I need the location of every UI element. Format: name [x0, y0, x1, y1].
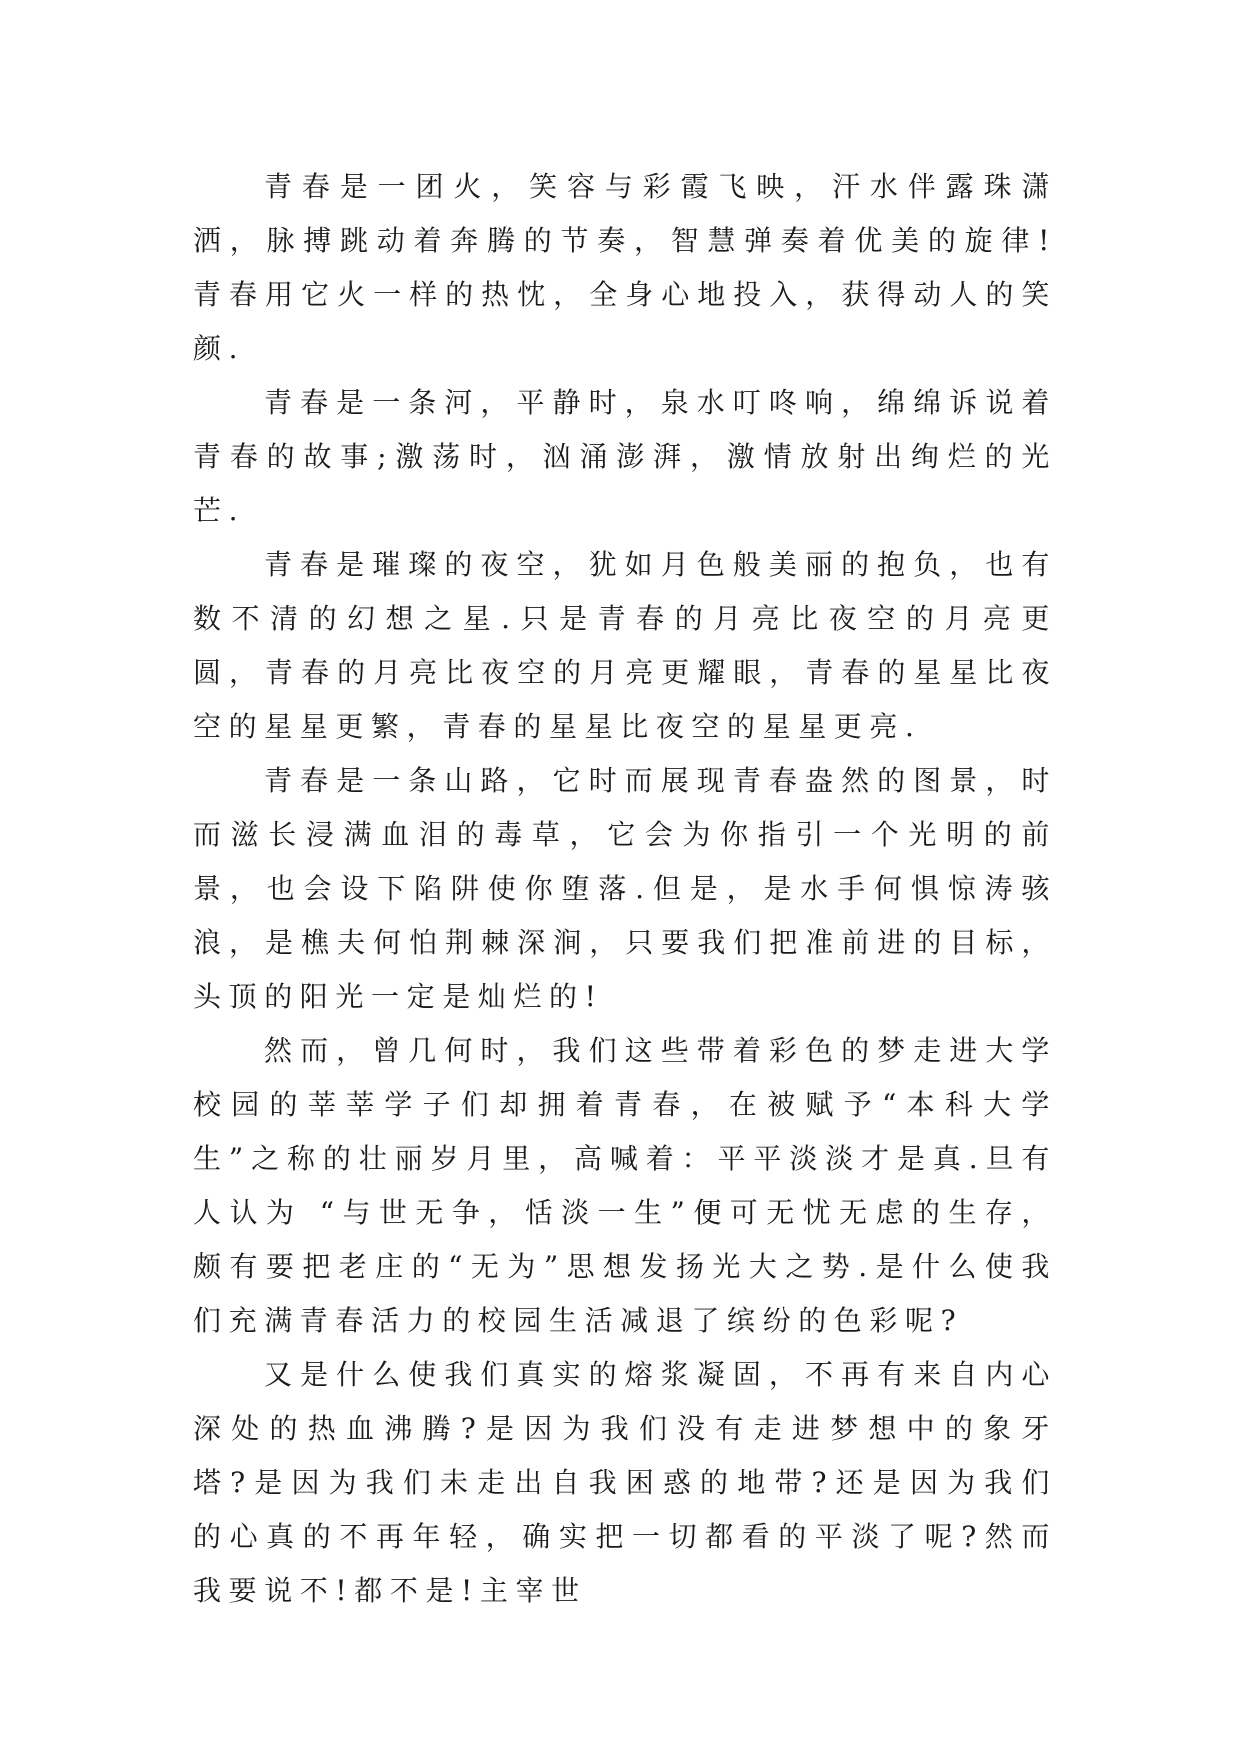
paragraph-youth-mountain-road: 青春是一条山路，它时而展现青春盎然的图景，时而滋长浸满血泪的毒草，它会为你指引一个光明的前景，也会设下陷阱使你堕落.但是，是水手何惧惊涛骇浪，是樵夫何怕荆棘深涧，只要我们把准前进的目标，头顶的阳光一定是灿烂的! [193, 764, 1057, 1013]
paragraph-youth-night-sky: 青春是璀璨的夜空，犹如月色般美丽的抱负，也有数不清的幻想之星.只是青春的月亮比夜空的月亮更圆，青春的月亮比夜空的月亮更耀眼，青春的星星比夜空的星星更繁，青春的星星比夜空的星星更亮. [193, 548, 1057, 743]
paragraph-questions: 又是什么使我们真实的熔浆凝固，不再有来自内心深处的热血沸腾?是因为我们没有走进梦想中的象牙塔?是因为我们未走出自我困惑的地带?还是因为我们的心真的不再年轻，确实把一切都看的平淡了呢?然而我要说不!都不是!主宰世 [193, 1358, 1057, 1607]
paragraph-youth-fire: 青春是一团火，笑容与彩霞飞映，汗水伴露珠潇洒，脉搏跳动着奔腾的节奏，智慧弹奏着优美的旋律!青春用它火一样的热忱，全身心地投入，获得动人的笑颜. [193, 170, 1057, 365]
paragraph-youth-river: 青春是一条河，平静时，泉水叮咚响，绵绵诉说着青春的故事;激荡时，汹涌澎湃，激情放射出绚烂的光芒. [193, 386, 1057, 527]
document-body [193, 160, 1057, 1618]
paragraph-campus-life: 然而，曾几何时，我们这些带着彩色的梦走进大学校园的莘莘学子们却拥着青春，在被赋予“本科大学生”之称的壮丽岁月里，高喊着：平平淡淡才是真.旦有人认为 “与世无争，恬淡一生”便可无忧无虑的生存，颇有要把老庄的“无为”思想发扬光大之势.是什么使我们充满青春活力的校园生活减退了缤纷的色彩呢? [193, 1034, 1057, 1337]
